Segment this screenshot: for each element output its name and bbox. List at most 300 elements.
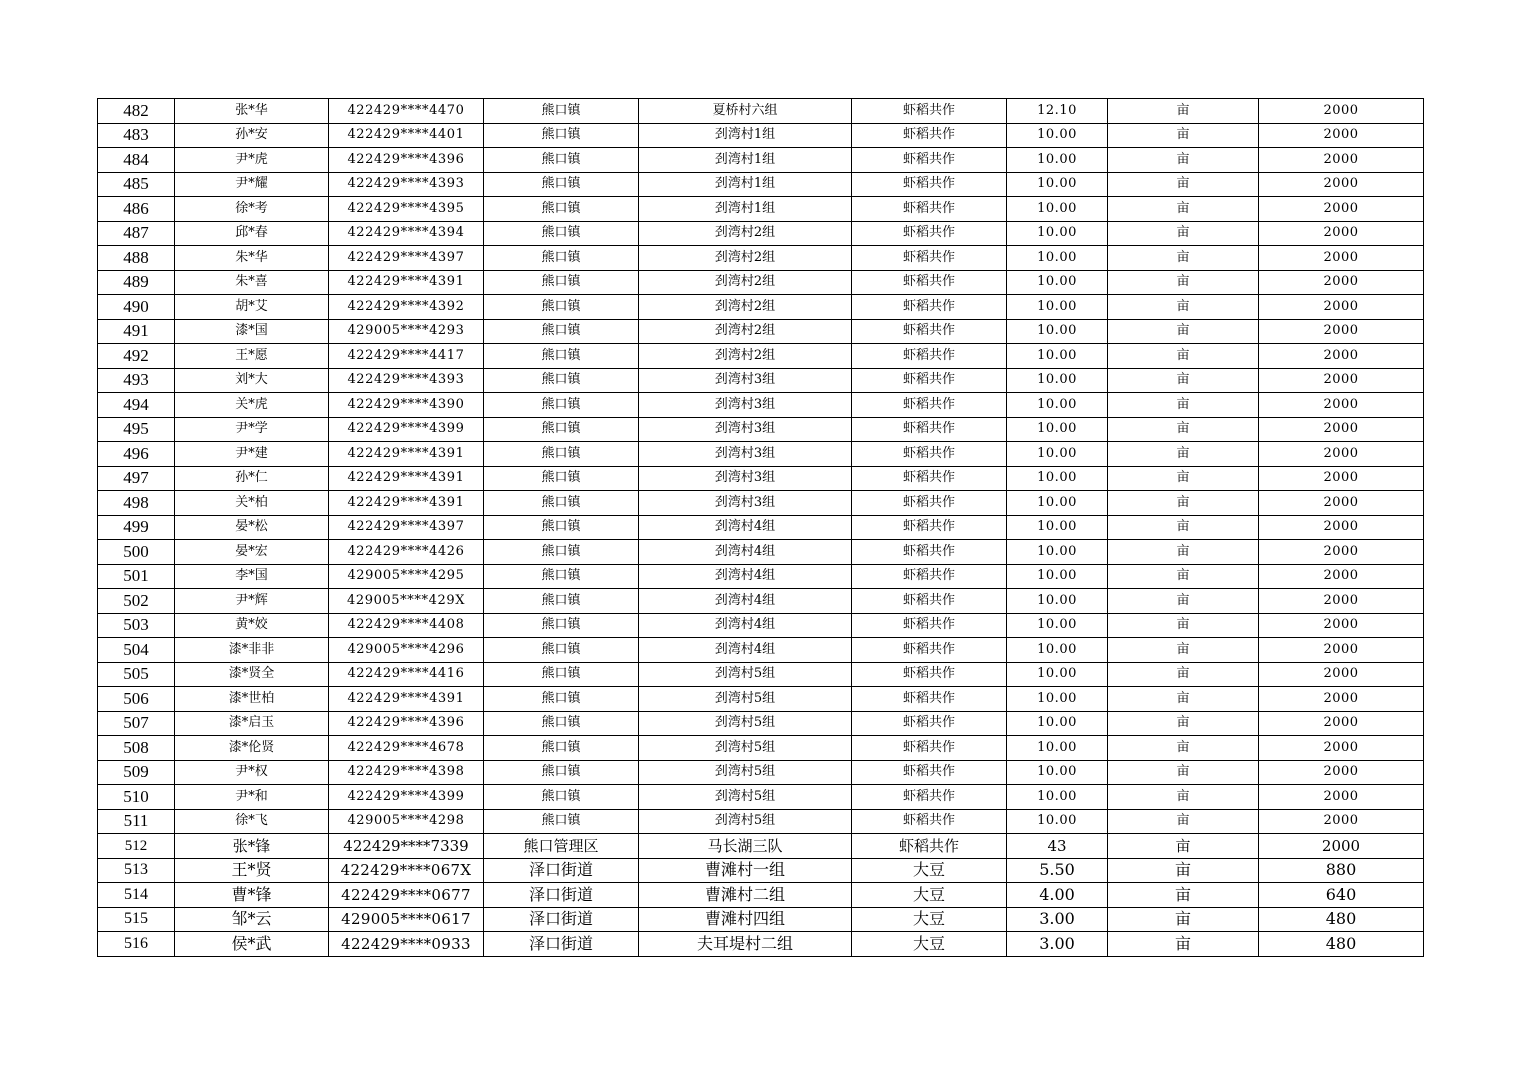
subsidy-amount-cell: 2000 (1259, 393, 1424, 418)
area-cell: 12.10 (1007, 99, 1108, 124)
name-cell: 刘*大 (175, 368, 329, 393)
table-row (98, 442, 1424, 467)
town-cell: 熊口镇 (484, 368, 639, 393)
unit-cell: 亩 (1108, 246, 1259, 271)
name-cell: 朱*喜 (175, 270, 329, 295)
name-cell: 漆*非非 (175, 638, 329, 663)
project-type-cell: 虾稻共作 (852, 711, 1007, 736)
town-cell: 熊口镇 (484, 295, 639, 320)
project-type-cell: 虾稻共作 (852, 589, 1007, 614)
subsidy-amount-cell: 2000 (1259, 295, 1424, 320)
project-type-cell: 大豆 (852, 883, 1007, 908)
town-cell: 熊口镇 (484, 270, 639, 295)
village-group-cell: 刭湾村3组 (639, 368, 852, 393)
row-number-cell: 505 (98, 662, 175, 687)
village-group-cell: 刭湾村1组 (639, 123, 852, 148)
row-number-cell: 502 (98, 589, 175, 614)
village-group-cell: 刭湾村2组 (639, 344, 852, 369)
area-cell: 3.00 (1007, 932, 1108, 957)
area-cell: 10.00 (1007, 246, 1108, 271)
table-row (98, 589, 1424, 614)
subsidy-amount-cell: 2000 (1259, 736, 1424, 761)
row-number-cell: 486 (98, 197, 175, 222)
town-cell: 熊口镇 (484, 221, 639, 246)
area-cell: 10.00 (1007, 442, 1108, 467)
village-group-cell: 刭湾村1组 (639, 148, 852, 173)
name-cell: 尹*权 (175, 760, 329, 785)
project-type-cell: 虾稻共作 (852, 123, 1007, 148)
unit-cell: 亩 (1108, 907, 1259, 932)
id-number-cell: 422429****4401 (329, 123, 484, 148)
subsidy-amount-cell: 2000 (1259, 589, 1424, 614)
town-cell: 熊口镇 (484, 589, 639, 614)
town-cell: 泽口街道 (484, 858, 639, 883)
name-cell: 张*锋 (175, 834, 329, 859)
village-group-cell: 曹滩村二组 (639, 883, 852, 908)
name-cell: 尹*耀 (175, 172, 329, 197)
area-cell: 10.00 (1007, 344, 1108, 369)
project-type-cell: 虾稻共作 (852, 172, 1007, 197)
town-cell: 熊口镇 (484, 760, 639, 785)
project-type-cell: 虾稻共作 (852, 564, 1007, 589)
row-number-cell: 509 (98, 760, 175, 785)
row-number-cell: 490 (98, 295, 175, 320)
id-number-cell: 422429****4393 (329, 368, 484, 393)
table-row (98, 344, 1424, 369)
id-number-cell: 422429****4397 (329, 246, 484, 271)
project-type-cell: 虾稻共作 (852, 540, 1007, 565)
unit-cell: 亩 (1108, 834, 1259, 859)
name-cell: 张*华 (175, 99, 329, 124)
id-number-cell: 429005****4296 (329, 638, 484, 663)
table-row (98, 613, 1424, 638)
row-number-cell: 504 (98, 638, 175, 663)
project-type-cell: 虾稻共作 (852, 246, 1007, 271)
name-cell: 漆*国 (175, 319, 329, 344)
unit-cell: 亩 (1108, 368, 1259, 393)
table-row (98, 491, 1424, 516)
village-group-cell: 刭湾村5组 (639, 662, 852, 687)
area-cell: 10.00 (1007, 417, 1108, 442)
table-row (98, 270, 1424, 295)
project-type-cell: 虾稻共作 (852, 148, 1007, 173)
project-type-cell: 虾稻共作 (852, 638, 1007, 663)
project-type-cell: 虾稻共作 (852, 736, 1007, 761)
village-group-cell: 刭湾村5组 (639, 785, 852, 810)
id-number-cell: 422429****4394 (329, 221, 484, 246)
subsidy-amount-cell: 2000 (1259, 662, 1424, 687)
unit-cell: 亩 (1108, 638, 1259, 663)
village-group-cell: 刭湾村4组 (639, 638, 852, 663)
subsidy-amount-cell: 2000 (1259, 99, 1424, 124)
table-row (98, 564, 1424, 589)
row-number-cell: 483 (98, 123, 175, 148)
name-cell: 李*国 (175, 564, 329, 589)
village-group-cell: 刭湾村3组 (639, 491, 852, 516)
name-cell: 王*愿 (175, 344, 329, 369)
row-number-cell: 503 (98, 613, 175, 638)
id-number-cell: 422429****4396 (329, 148, 484, 173)
town-cell: 熊口镇 (484, 319, 639, 344)
town-cell: 泽口街道 (484, 883, 639, 908)
name-cell: 孙*仁 (175, 466, 329, 491)
project-type-cell: 虾稻共作 (852, 368, 1007, 393)
unit-cell: 亩 (1108, 785, 1259, 810)
town-cell: 熊口镇 (484, 172, 639, 197)
village-group-cell: 刭湾村2组 (639, 319, 852, 344)
id-number-cell: 422429****4396 (329, 711, 484, 736)
name-cell: 漆*贤全 (175, 662, 329, 687)
village-group-cell: 曹滩村一组 (639, 858, 852, 883)
unit-cell: 亩 (1108, 515, 1259, 540)
name-cell: 漆*伦贤 (175, 736, 329, 761)
area-cell: 5.50 (1007, 858, 1108, 883)
town-cell: 熊口镇 (484, 393, 639, 418)
table-row (98, 368, 1424, 393)
subsidy-amount-cell: 2000 (1259, 613, 1424, 638)
town-cell: 熊口镇 (484, 711, 639, 736)
subsidy-amount-cell: 2000 (1259, 809, 1424, 834)
row-number-cell: 492 (98, 344, 175, 369)
subsidy-amount-cell: 640 (1259, 883, 1424, 908)
unit-cell: 亩 (1108, 540, 1259, 565)
subsidy-amount-cell: 2000 (1259, 540, 1424, 565)
name-cell: 漆*世柏 (175, 687, 329, 712)
unit-cell: 亩 (1108, 711, 1259, 736)
area-cell: 10.00 (1007, 785, 1108, 810)
subsidy-amount-cell: 2000 (1259, 711, 1424, 736)
name-cell: 尹*和 (175, 785, 329, 810)
village-group-cell: 刭湾村5组 (639, 687, 852, 712)
table-row (98, 907, 1424, 932)
unit-cell: 亩 (1108, 393, 1259, 418)
name-cell: 徐*飞 (175, 809, 329, 834)
area-cell: 10.00 (1007, 393, 1108, 418)
id-number-cell: 422429****4470 (329, 99, 484, 124)
id-number-cell: 422429****4416 (329, 662, 484, 687)
subsidy-amount-cell: 2000 (1259, 466, 1424, 491)
town-cell: 熊口镇 (484, 638, 639, 663)
village-group-cell: 刭湾村2组 (639, 221, 852, 246)
unit-cell: 亩 (1108, 417, 1259, 442)
table-row (98, 197, 1424, 222)
area-cell: 10.00 (1007, 270, 1108, 295)
id-number-cell: 422429****4399 (329, 417, 484, 442)
row-number-cell: 516 (98, 932, 175, 957)
name-cell: 黄*姣 (175, 613, 329, 638)
area-cell: 10.00 (1007, 760, 1108, 785)
project-type-cell: 大豆 (852, 907, 1007, 932)
table-row (98, 246, 1424, 271)
id-number-cell: 422429****4399 (329, 785, 484, 810)
unit-cell: 亩 (1108, 589, 1259, 614)
id-number-cell: 422429****4678 (329, 736, 484, 761)
table-row (98, 466, 1424, 491)
town-cell: 熊口镇 (484, 466, 639, 491)
table-row (98, 760, 1424, 785)
town-cell: 熊口镇 (484, 515, 639, 540)
project-type-cell: 虾稻共作 (852, 515, 1007, 540)
village-group-cell: 刭湾村3组 (639, 466, 852, 491)
name-cell: 曹*锋 (175, 883, 329, 908)
area-cell: 43 (1007, 834, 1108, 859)
id-number-cell: 422429****4391 (329, 491, 484, 516)
project-type-cell: 虾稻共作 (852, 662, 1007, 687)
id-number-cell: 429005****4298 (329, 809, 484, 834)
area-cell: 10.00 (1007, 711, 1108, 736)
name-cell: 邱*春 (175, 221, 329, 246)
project-type-cell: 虾稻共作 (852, 393, 1007, 418)
area-cell: 10.00 (1007, 368, 1108, 393)
unit-cell: 亩 (1108, 123, 1259, 148)
subsidy-amount-cell: 480 (1259, 907, 1424, 932)
town-cell: 熊口镇 (484, 123, 639, 148)
table-row (98, 319, 1424, 344)
id-number-cell: 429005****429X (329, 589, 484, 614)
name-cell: 孙*安 (175, 123, 329, 148)
unit-cell: 亩 (1108, 442, 1259, 467)
unit-cell: 亩 (1108, 883, 1259, 908)
subsidy-amount-cell: 480 (1259, 932, 1424, 957)
subsidy-amount-cell: 2000 (1259, 319, 1424, 344)
name-cell: 尹*虎 (175, 148, 329, 173)
town-cell: 熊口镇 (484, 344, 639, 369)
subsidy-amount-cell: 2000 (1259, 785, 1424, 810)
table-row (98, 858, 1424, 883)
village-group-cell: 曹滩村四组 (639, 907, 852, 932)
table-row (98, 540, 1424, 565)
unit-cell: 亩 (1108, 221, 1259, 246)
unit-cell: 亩 (1108, 491, 1259, 516)
row-number-cell: 496 (98, 442, 175, 467)
table-body (98, 99, 1424, 957)
town-cell: 熊口镇 (484, 540, 639, 565)
area-cell: 10.00 (1007, 466, 1108, 491)
id-number-cell: 422429****4393 (329, 172, 484, 197)
area-cell: 3.00 (1007, 907, 1108, 932)
project-type-cell: 虾稻共作 (852, 809, 1007, 834)
area-cell: 10.00 (1007, 809, 1108, 834)
table-row (98, 932, 1424, 957)
table-row (98, 662, 1424, 687)
area-cell: 10.00 (1007, 515, 1108, 540)
subsidy-amount-cell: 2000 (1259, 148, 1424, 173)
unit-cell: 亩 (1108, 662, 1259, 687)
subsidy-amount-cell: 2000 (1259, 834, 1424, 859)
town-cell: 熊口镇 (484, 417, 639, 442)
name-cell: 尹*建 (175, 442, 329, 467)
id-number-cell: 422429****4395 (329, 197, 484, 222)
id-number-cell: 422429****4391 (329, 687, 484, 712)
area-cell: 10.00 (1007, 613, 1108, 638)
table-row (98, 883, 1424, 908)
area-cell: 10.00 (1007, 295, 1108, 320)
town-cell: 熊口镇 (484, 736, 639, 761)
town-cell: 泽口街道 (484, 932, 639, 957)
village-group-cell: 刭湾村1组 (639, 172, 852, 197)
row-number-cell: 485 (98, 172, 175, 197)
village-group-cell: 刭湾村4组 (639, 564, 852, 589)
name-cell: 胡*艾 (175, 295, 329, 320)
village-group-cell: 刭湾村2组 (639, 295, 852, 320)
village-group-cell: 刭湾村2组 (639, 246, 852, 271)
row-number-cell: 482 (98, 99, 175, 124)
project-type-cell: 虾稻共作 (852, 197, 1007, 222)
id-number-cell: 422429****7339 (329, 834, 484, 859)
town-cell: 熊口镇 (484, 99, 639, 124)
id-number-cell: 422429****4391 (329, 466, 484, 491)
subsidy-amount-cell: 2000 (1259, 760, 1424, 785)
village-group-cell: 夫耳堤村二组 (639, 932, 852, 957)
id-number-cell: 422429****4391 (329, 270, 484, 295)
row-number-cell: 507 (98, 711, 175, 736)
subsidy-amount-cell: 2000 (1259, 221, 1424, 246)
name-cell: 朱*华 (175, 246, 329, 271)
table-row (98, 687, 1424, 712)
table-row (98, 221, 1424, 246)
unit-cell: 亩 (1108, 613, 1259, 638)
subsidy-amount-cell: 2000 (1259, 638, 1424, 663)
table-row (98, 809, 1424, 834)
table-row (98, 515, 1424, 540)
area-cell: 10.00 (1007, 123, 1108, 148)
name-cell: 徐*考 (175, 197, 329, 222)
row-number-cell: 514 (98, 883, 175, 908)
id-number-cell: 429005****4293 (329, 319, 484, 344)
village-group-cell: 刭湾村3组 (639, 393, 852, 418)
unit-cell: 亩 (1108, 295, 1259, 320)
town-cell: 熊口镇 (484, 148, 639, 173)
name-cell: 关*柏 (175, 491, 329, 516)
unit-cell: 亩 (1108, 319, 1259, 344)
subsidy-amount-cell: 2000 (1259, 123, 1424, 148)
row-number-cell: 510 (98, 785, 175, 810)
project-type-cell: 大豆 (852, 932, 1007, 957)
village-group-cell: 夏桥村六组 (639, 99, 852, 124)
village-group-cell: 刭湾村4组 (639, 589, 852, 614)
id-number-cell: 422429****4417 (329, 344, 484, 369)
subsidy-amount-cell: 2000 (1259, 442, 1424, 467)
row-number-cell: 498 (98, 491, 175, 516)
name-cell: 尹*辉 (175, 589, 329, 614)
unit-cell: 亩 (1108, 466, 1259, 491)
subsidy-amount-cell: 2000 (1259, 270, 1424, 295)
project-type-cell: 虾稻共作 (852, 834, 1007, 859)
town-cell: 熊口镇 (484, 613, 639, 638)
town-cell: 熊口镇 (484, 197, 639, 222)
id-number-cell: 422429****0677 (329, 883, 484, 908)
village-group-cell: 刭湾村4组 (639, 515, 852, 540)
village-group-cell: 刭湾村4组 (639, 613, 852, 638)
name-cell: 关*虎 (175, 393, 329, 418)
row-number-cell: 501 (98, 564, 175, 589)
subsidy-amount-cell: 880 (1259, 858, 1424, 883)
row-number-cell: 499 (98, 515, 175, 540)
town-cell: 泽口街道 (484, 907, 639, 932)
village-group-cell: 刭湾村5组 (639, 760, 852, 785)
village-group-cell: 刭湾村1组 (639, 197, 852, 222)
area-cell: 10.00 (1007, 197, 1108, 222)
unit-cell: 亩 (1108, 687, 1259, 712)
project-type-cell: 虾稻共作 (852, 295, 1007, 320)
table-row (98, 393, 1424, 418)
unit-cell: 亩 (1108, 148, 1259, 173)
area-cell: 10.00 (1007, 319, 1108, 344)
unit-cell: 亩 (1108, 932, 1259, 957)
subsidy-amount-cell: 2000 (1259, 246, 1424, 271)
subsidy-amount-cell: 2000 (1259, 491, 1424, 516)
id-number-cell: 429005****4295 (329, 564, 484, 589)
unit-cell: 亩 (1108, 858, 1259, 883)
village-group-cell: 刭湾村5组 (639, 809, 852, 834)
row-number-cell: 489 (98, 270, 175, 295)
id-number-cell: 422429****4426 (329, 540, 484, 565)
name-cell: 漆*启玉 (175, 711, 329, 736)
row-number-cell: 493 (98, 368, 175, 393)
area-cell: 10.00 (1007, 172, 1108, 197)
subsidy-amount-cell: 2000 (1259, 344, 1424, 369)
row-number-cell: 484 (98, 148, 175, 173)
project-type-cell: 虾稻共作 (852, 613, 1007, 638)
row-number-cell: 500 (98, 540, 175, 565)
name-cell: 尹*学 (175, 417, 329, 442)
id-number-cell: 429005****0617 (329, 907, 484, 932)
subsidy-amount-cell: 2000 (1259, 368, 1424, 393)
area-cell: 10.00 (1007, 638, 1108, 663)
town-cell: 熊口镇 (484, 687, 639, 712)
area-cell: 10.00 (1007, 564, 1108, 589)
name-cell: 侯*武 (175, 932, 329, 957)
village-group-cell: 刭湾村3组 (639, 442, 852, 467)
table-row (98, 417, 1424, 442)
table-row (98, 295, 1424, 320)
table-row (98, 834, 1424, 859)
name-cell: 晏*松 (175, 515, 329, 540)
row-number-cell: 497 (98, 466, 175, 491)
project-type-cell: 虾稻共作 (852, 785, 1007, 810)
row-number-cell: 506 (98, 687, 175, 712)
area-cell: 10.00 (1007, 662, 1108, 687)
village-group-cell: 刭湾村5组 (639, 736, 852, 761)
town-cell: 熊口镇 (484, 564, 639, 589)
subsidy-amount-cell: 2000 (1259, 417, 1424, 442)
village-group-cell: 刭湾村2组 (639, 270, 852, 295)
project-type-cell: 大豆 (852, 858, 1007, 883)
subsidy-amount-cell: 2000 (1259, 687, 1424, 712)
area-cell: 10.00 (1007, 589, 1108, 614)
area-cell: 10.00 (1007, 687, 1108, 712)
id-number-cell: 422429****067X (329, 858, 484, 883)
row-number-cell: 494 (98, 393, 175, 418)
town-cell: 熊口镇 (484, 491, 639, 516)
area-cell: 10.00 (1007, 540, 1108, 565)
row-number-cell: 491 (98, 319, 175, 344)
area-cell: 10.00 (1007, 221, 1108, 246)
unit-cell: 亩 (1108, 760, 1259, 785)
name-cell: 王*贤 (175, 858, 329, 883)
id-number-cell: 422429****4397 (329, 515, 484, 540)
town-cell: 熊口镇 (484, 246, 639, 271)
project-type-cell: 虾稻共作 (852, 466, 1007, 491)
area-cell: 10.00 (1007, 736, 1108, 761)
row-number-cell: 488 (98, 246, 175, 271)
town-cell: 熊口镇 (484, 442, 639, 467)
project-type-cell: 虾稻共作 (852, 344, 1007, 369)
project-type-cell: 虾稻共作 (852, 687, 1007, 712)
unit-cell: 亩 (1108, 564, 1259, 589)
unit-cell: 亩 (1108, 172, 1259, 197)
row-number-cell: 508 (98, 736, 175, 761)
